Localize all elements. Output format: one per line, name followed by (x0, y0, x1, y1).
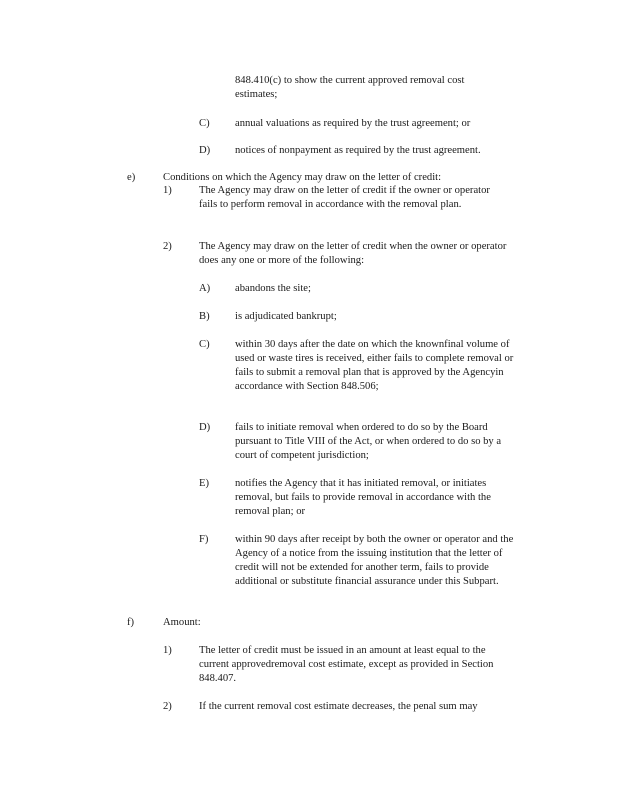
item-label: C) (199, 118, 210, 129)
item-label: 2) (163, 701, 172, 712)
section-e-heading: Conditions on which the Agency may draw on the letter of credit: (163, 172, 442, 183)
item-text: notices of nonpayment as required by the trust agreement. (235, 145, 481, 156)
item-label: 1) (163, 645, 172, 656)
item-label: 1) (163, 185, 172, 196)
subitem-label: B) (199, 311, 210, 322)
subitem-label: F) (199, 534, 209, 545)
item-text: annual valuations as required by the trust agreement; or (235, 118, 471, 129)
item-label: D) (199, 145, 211, 156)
subitem-label: D) (199, 422, 211, 433)
item-text: The letter of credit must be issued in an amount at least equal to the current approvedremoval cost estimate, except as provided in Section 848.407. (199, 645, 494, 684)
subitem-text: abandons the site; (235, 283, 311, 294)
item-label: 2) (163, 241, 172, 252)
item-text: The Agency may draw on the letter of credit when the owner or operator does any one or more of the following: (199, 241, 507, 266)
subitem-label: C) (199, 339, 210, 350)
subitem-text: within 90 days after receipt by both the owner or operator and the Agency of a notice from the issuing institution that the letter of credit will not be extended for another term, fails to provide additional or substitute financial assurance under this Subpart. (235, 534, 514, 587)
subitem-text: notifies the Agency that it has initiated removal, or initiates removal, but fails to provide removal in accordance with the removal plan; or (235, 478, 491, 517)
section-f-heading: Amount: (163, 617, 201, 628)
subitem-text: is adjudicated bankrupt; (235, 311, 337, 322)
item-text: The Agency may draw on the letter of credit if the owner or operator fails to perform removal in accordance with the removal plan. (199, 185, 490, 210)
continued-text: 848.410(c) to show the current approved removal cost estimates; (235, 75, 465, 100)
item-text: If the current removal cost estimate decreases, the penal sum may (199, 701, 478, 712)
section-f-label: f) (127, 617, 135, 628)
section-e-label: e) (127, 172, 136, 183)
subitem-label: A) (199, 283, 211, 294)
subitem-text: within 30 days after the date on which the knownfinal volume of used or waste tires is received, either fails to complete removal or fails to submit a removal plan that is approved by the Agencyin accordance with Section 848.506; (235, 339, 514, 392)
subitem-label: E) (199, 478, 209, 489)
subitem-text: fails to initiate removal when ordered to do so by the Board pursuant to Title VIII of the Act, or when ordered to do so by a court of competent jurisdiction; (235, 422, 502, 461)
